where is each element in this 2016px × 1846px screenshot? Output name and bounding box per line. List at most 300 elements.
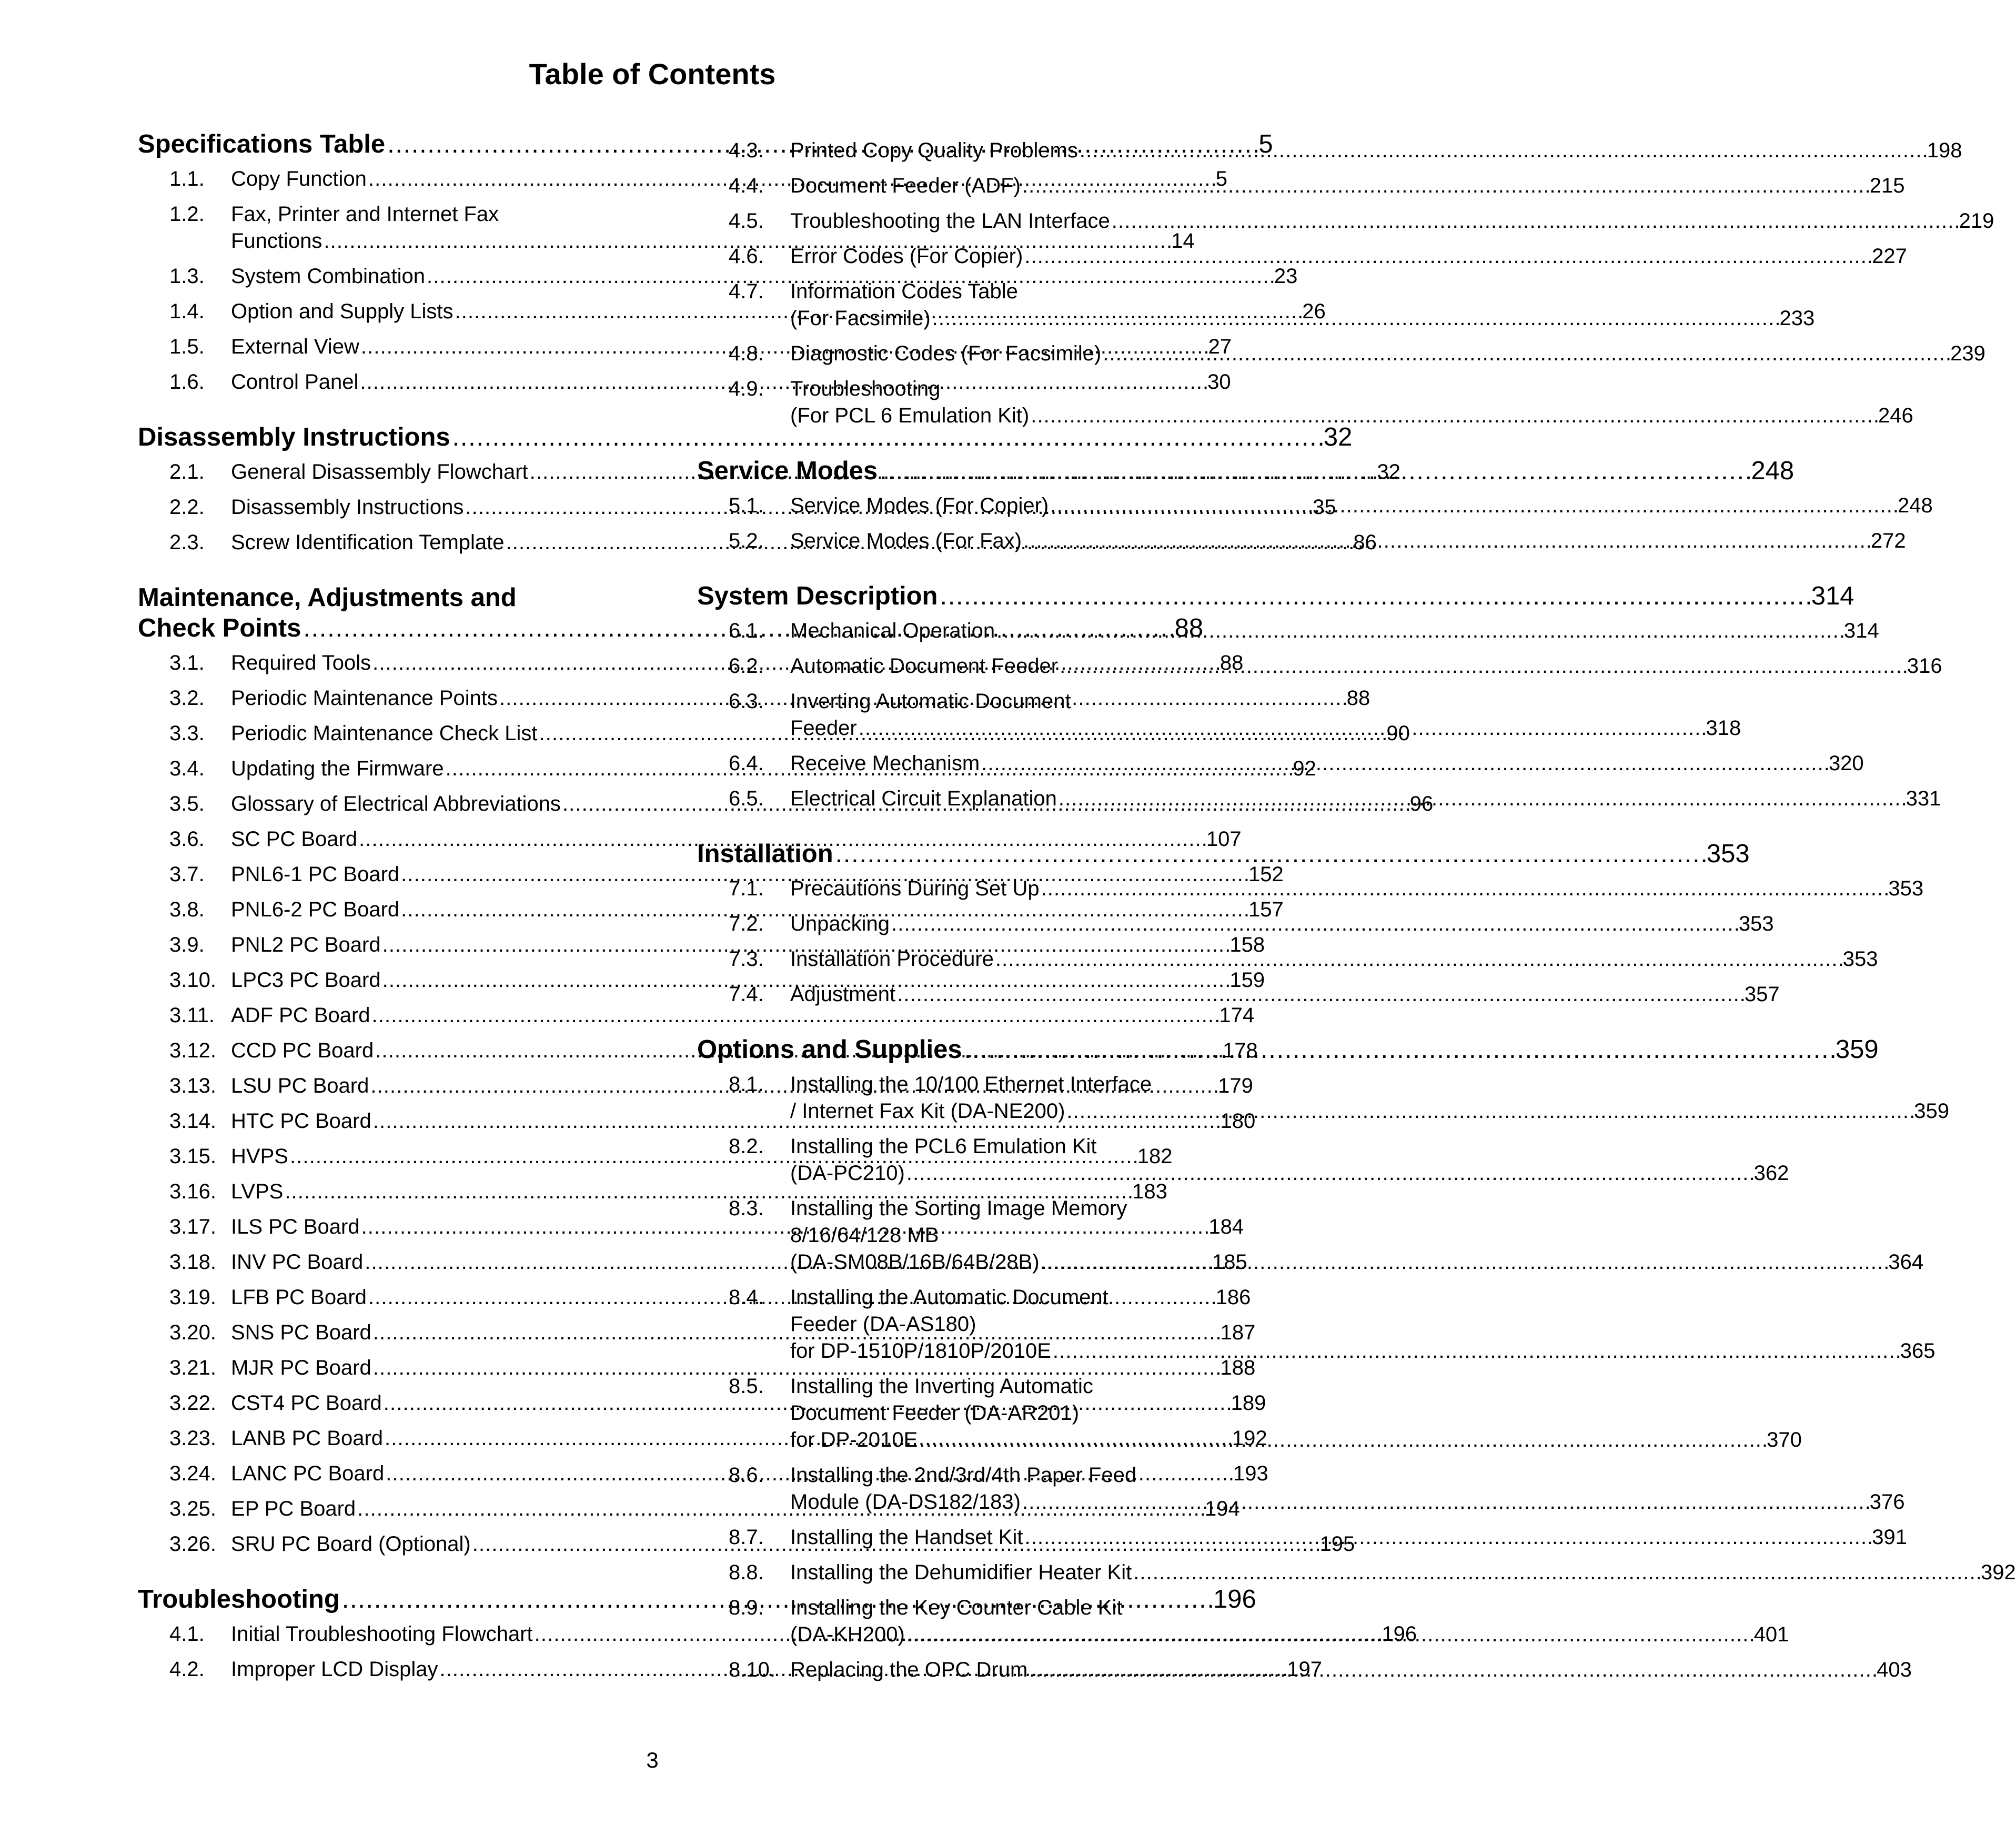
entry-title: Updating the Firmware [231, 757, 444, 780]
entry-body [790, 278, 1815, 332]
toc-entry[interactable] [697, 243, 1907, 270]
entry-number: 4.5. [729, 209, 764, 233]
entry-last-line [790, 785, 1941, 812]
entry-number: 3.18. [169, 1250, 216, 1274]
entry-page-number: 353 [1738, 912, 1774, 935]
entry-page-number: 318 [1706, 717, 1741, 740]
entry-last-line [790, 946, 1878, 973]
entry-page-number: 239 [1950, 342, 1985, 365]
dot-leader [1103, 340, 1949, 367]
entry-title: Precautions During Set Up [790, 877, 1040, 900]
entry-title: External View [231, 335, 359, 358]
entry-title: PNL6-2 PC Board [231, 898, 400, 921]
entry-page-number: 23 [1274, 265, 1298, 288]
entry-last-line [790, 528, 1906, 554]
entry-title: MJR PC Board [231, 1356, 371, 1379]
entry-page-number: 88 [1219, 651, 1244, 674]
toc-entry[interactable] [138, 1178, 1167, 1205]
entry-last-line [790, 1524, 1907, 1551]
toc-entry[interactable] [697, 946, 1878, 973]
entry-last-line [790, 340, 1985, 367]
section-heading-text: Troubleshooting [138, 1585, 340, 1613]
entry-page-number: 107 [1206, 828, 1242, 851]
toc-entry[interactable] [138, 861, 1284, 888]
entry-title: SNS PC Board [231, 1321, 371, 1344]
entry-title: Service Modes (For Copier) [790, 494, 1049, 517]
entry-number: 2.2. [169, 496, 205, 519]
entry-page-number: 180 [1220, 1109, 1256, 1133]
entry-body [790, 1595, 1789, 1648]
entry-body [790, 340, 1985, 367]
entry-title-line: Installing the PCL6 Emulation Kit [790, 1135, 1097, 1158]
entry-page-number: 198 [1927, 139, 1962, 162]
dot-leader [906, 1160, 1752, 1187]
entry-last-line [790, 305, 1815, 332]
entry-title: (DA-PC210) [790, 1162, 905, 1185]
entry-last-line [790, 137, 1962, 164]
entry-title: Disassembly Instructions [231, 496, 464, 519]
entry-body [790, 653, 1942, 680]
section-heading-text: System Description [697, 582, 938, 610]
section-heading-text: Service Modes [697, 457, 878, 485]
entry-number: 4.4. [729, 174, 764, 197]
entry-page-number: 32 [1377, 460, 1400, 483]
entry-body [790, 1373, 1802, 1454]
entry-number: 3.14. [169, 1109, 216, 1133]
entry-number: 3.22. [169, 1391, 216, 1415]
entry-number: 4.7. [729, 280, 764, 303]
dot-leader [1041, 1249, 1887, 1276]
entry-page-number: 184 [1208, 1215, 1244, 1238]
entry-number: 3.1. [169, 651, 205, 674]
entry-title: PNL6-1 PC Board [231, 863, 400, 886]
dot-leader [981, 750, 1827, 777]
entry-last-line [790, 653, 1942, 680]
entry-title: Service Modes (For Fax) [790, 529, 1022, 552]
entry-body [790, 1071, 1949, 1125]
entry-title: Printed Copy Quality Problems [790, 139, 1078, 162]
entry-title-line: Troubleshooting [790, 377, 941, 400]
entry-title: LFB PC Board [231, 1286, 367, 1309]
dot-leader [940, 581, 1809, 611]
entry-number: 1.4. [169, 300, 205, 323]
entry-page-number: 195 [1319, 1532, 1355, 1556]
entry-last-line [790, 1427, 1802, 1454]
entry-number: 3.6. [169, 828, 205, 851]
entry-title: System Combination [231, 265, 426, 288]
entry-number: 6.3. [729, 690, 764, 713]
entry-number: 8.3. [729, 1197, 764, 1220]
entry-number: 4.1. [169, 1622, 205, 1646]
entry-number: 4.8. [729, 342, 764, 365]
entry-title: / Internet Fax Kit (DA-NE200) [790, 1099, 1065, 1123]
entry-title: (For Facsimile) [790, 307, 931, 330]
entry-title-line: Information Codes Table [790, 280, 1018, 303]
entry-title-line: Document Feeder (DA-AR201) [790, 1401, 1080, 1425]
dot-leader [1059, 785, 1904, 812]
entry-number: 4.3. [729, 139, 764, 162]
entry-title: Automatic Document Feeder [790, 654, 1059, 678]
entry-title-line: Inverting Automatic Document [790, 690, 1071, 713]
entry-page-number: 35 [1313, 496, 1336, 519]
entry-page-number: 159 [1229, 969, 1265, 992]
entry-page-number: 5 [1215, 167, 1227, 190]
section-page-number: 88 [1174, 614, 1204, 642]
entry-title: INV PC Board [231, 1250, 364, 1274]
dot-leader [1050, 492, 1896, 519]
entry-page-number: 392 [1981, 1561, 2016, 1584]
entry-title: (DA-KH200) [790, 1623, 905, 1646]
entry-body [790, 528, 1906, 554]
dot-leader [995, 946, 1841, 973]
entry-body [790, 750, 1864, 777]
entry-title: (For PCL 6 Emulation Kit) [790, 404, 1030, 427]
entry-title: Electrical Circuit Explanation [790, 787, 1057, 810]
entry-page-number: 182 [1137, 1145, 1173, 1168]
entry-title: Troubleshooting the LAN Interface [790, 209, 1110, 233]
entry-title: Periodic Maintenance Check List [231, 722, 538, 745]
entry-title-line: Installing the 2nd/3rd/4th Paper Feed [790, 1464, 1137, 1487]
section-heading-text: Maintenance, Adjustments and [138, 583, 517, 612]
entry-title: Screw Identification Template [231, 531, 505, 554]
entry-title-line: Fax, Printer and Internet Fax [231, 203, 499, 226]
entry-number: 2.1. [169, 460, 205, 483]
dot-leader [1024, 243, 1870, 270]
entry-title: EP PC Board [231, 1497, 356, 1520]
entry-last-line [790, 1489, 1905, 1516]
section-heading[interactable] [697, 581, 1854, 611]
entry-title: Document Feeder (ADF) [790, 174, 1021, 197]
entry-title: ADF PC Board [231, 1004, 370, 1027]
section-page-number: 353 [1706, 840, 1750, 868]
entry-title: SRU PC Board (Optional) [231, 1532, 471, 1556]
entry-title: LPC3 PC Board [231, 969, 381, 992]
dot-leader [1022, 1489, 1868, 1516]
entry-number: 3.13. [169, 1074, 216, 1097]
toc-entry[interactable] [697, 137, 1962, 164]
entry-body [790, 875, 1923, 902]
entry-number: 7.4. [729, 983, 764, 1006]
entry-number: 8.8. [729, 1561, 764, 1584]
entry-page-number: 196 [1382, 1622, 1417, 1646]
entry-last-line [790, 208, 1994, 235]
entry-last-line [790, 1160, 1789, 1187]
entry-title-line: Installing the Key Counter Cable Kit [790, 1596, 1123, 1619]
entry-body [790, 137, 1962, 164]
dot-leader [964, 1034, 1833, 1065]
entry-title: Control Panel [231, 370, 359, 394]
dot-leader [919, 1427, 1765, 1454]
entry-number: 3.3. [169, 722, 205, 745]
entry-number: 4.2. [169, 1658, 205, 1681]
toc-entry[interactable] [697, 911, 1774, 937]
entry-page-number: 186 [1215, 1286, 1251, 1309]
entry-number: 6.4. [729, 752, 764, 775]
entry-number: 4.6. [729, 245, 764, 268]
toc-entry[interactable] [138, 826, 1242, 853]
entry-last-line [790, 1657, 1912, 1683]
entry-page-number: 90 [1386, 722, 1410, 745]
entry-page-number: 246 [1878, 404, 1913, 427]
toc-entry[interactable] [697, 1133, 1789, 1187]
page-number: 3 [646, 1748, 659, 1772]
entry-number: 3.23. [169, 1427, 216, 1450]
section-page-number: 359 [1835, 1035, 1879, 1064]
dot-leader [897, 981, 1743, 1008]
entry-number: 1.5. [169, 335, 205, 358]
entry-page-number: 92 [1293, 757, 1316, 780]
entry-number: 3.9. [169, 933, 205, 956]
entry-number: 6.2. [729, 654, 764, 678]
entry-title: Replacing the OPC Drum [790, 1658, 1028, 1681]
entry-title: ILS PC Board [231, 1215, 360, 1238]
entry-number: 8.5. [729, 1375, 764, 1398]
entry-title: (DA-SM08B/16B/64B/28B) [790, 1250, 1040, 1274]
entry-title: Periodic Maintenance Points [231, 687, 498, 710]
dot-leader [1041, 875, 1887, 902]
entry-last-line [790, 1249, 1923, 1276]
section-heading-text: Options and Supplies [697, 1035, 962, 1064]
entry-page-number: 233 [1779, 307, 1815, 330]
section-heading[interactable] [138, 422, 1353, 452]
entry-page-number: 401 [1753, 1623, 1789, 1646]
entry-title: PNL2 PC Board [231, 933, 381, 956]
entry-last-line [790, 243, 1907, 270]
entry-page-number: 178 [1223, 1039, 1258, 1062]
entry-body [790, 1462, 1905, 1516]
entry-title: Option and Supply Lists [231, 300, 453, 323]
entry-body [790, 946, 1878, 973]
entry-page-number: 189 [1231, 1391, 1266, 1415]
toc-entry[interactable] [138, 896, 1284, 923]
entry-number: 3.4. [169, 757, 205, 780]
entry-number: 1.2. [169, 203, 205, 226]
dot-leader [1022, 173, 1868, 199]
entry-title: Installation Procedure [790, 947, 994, 971]
entry-title: Glossary of Electrical Abbreviations [231, 792, 561, 815]
dot-leader [906, 1621, 1752, 1648]
entry-page-number: 188 [1220, 1356, 1256, 1379]
entry-title: Installing the Dehumidifier Heater Kit [790, 1561, 1132, 1584]
dot-leader [835, 839, 1705, 869]
toc-entry[interactable] [138, 1355, 1256, 1381]
entry-number: 8.7. [729, 1526, 764, 1549]
entry-number: 3.11. [169, 1004, 215, 1027]
section-page-number: 314 [1811, 582, 1854, 610]
entry-title: Improper LCD Display [231, 1658, 438, 1681]
entry-number: 3.21. [169, 1356, 216, 1379]
dot-leader [891, 911, 1737, 937]
entry-title: Required Tools [231, 651, 371, 674]
entry-last-line [790, 1559, 2016, 1586]
entry-number: 3.15. [169, 1145, 216, 1168]
entry-last-line [790, 1338, 1935, 1365]
entry-number: 8.6. [729, 1464, 764, 1487]
dot-leader [859, 715, 1705, 742]
entry-last-line [790, 173, 1904, 199]
entry-number: 8.10. [729, 1658, 775, 1681]
entry-number: 1.6. [169, 370, 205, 394]
section-heading-line[interactable] [138, 582, 646, 613]
entry-title-line: Installing the Sorting Image Memory [790, 1197, 1127, 1220]
entry-number: 8.4. [729, 1286, 764, 1309]
entry-last-line [790, 492, 1933, 519]
entry-page-number: 403 [1877, 1658, 1912, 1681]
entry-page-number: 192 [1232, 1427, 1267, 1450]
dot-leader [1053, 1338, 1899, 1365]
entry-last-line [790, 715, 1741, 742]
section-heading-text: Disassembly Instructions [138, 423, 450, 451]
toc-entry[interactable] [138, 967, 1265, 994]
entry-page-number: 194 [1204, 1497, 1240, 1520]
dot-leader [1060, 653, 1906, 680]
entry-number: 2.3. [169, 531, 205, 554]
entry-number: 7.2. [729, 912, 764, 935]
entry-body [790, 243, 1907, 270]
entry-page-number: 187 [1220, 1321, 1256, 1344]
entry-title: SC PC Board [231, 828, 358, 851]
entry-title: Diagnostic Codes (For Facsimile) [790, 342, 1102, 365]
entry-title-line: Installing the Automatic Document [790, 1286, 1108, 1309]
entry-page-number: 353 [1888, 877, 1924, 900]
page-title: Table of Contents [529, 57, 776, 90]
entry-page-number: 14 [1171, 229, 1195, 253]
entry-title: for DP-2010E [790, 1428, 918, 1451]
entry-title: Unpacking [790, 912, 890, 935]
dot-leader [996, 618, 1842, 644]
entry-last-line [790, 911, 1774, 937]
entry-body [790, 1195, 1923, 1276]
entry-page-number: 320 [1828, 752, 1864, 775]
dot-leader [1023, 528, 1869, 554]
entry-page-number: 158 [1229, 933, 1265, 956]
dot-leader [1133, 1559, 1979, 1586]
entry-number: 6.1. [729, 619, 764, 642]
entry-number: 8.9. [729, 1596, 764, 1619]
entry-last-line [790, 750, 1864, 777]
toc-entry[interactable] [697, 618, 1879, 644]
entry-body [790, 785, 1941, 812]
entry-page-number: 185 [1212, 1250, 1247, 1274]
entry-title: Copy Function [231, 167, 367, 190]
entry-title: Functions [231, 229, 322, 253]
entry-body [790, 911, 1774, 937]
entry-page-number: 219 [1959, 209, 1994, 233]
entry-last-line [790, 1098, 1949, 1125]
entry-title: Installing the Handset Kit [790, 1526, 1023, 1549]
entry-last-line [790, 402, 1913, 429]
entry-page-number: 365 [1900, 1339, 1936, 1363]
entry-number: 3.17. [169, 1215, 216, 1238]
entry-body [790, 376, 1913, 429]
entry-page-number: 316 [1907, 654, 1942, 678]
toc-entry[interactable] [138, 1002, 1255, 1029]
entry-page-number: 359 [1914, 1099, 1949, 1123]
toc-entry[interactable] [697, 1559, 2016, 1586]
entry-title: Feeder [790, 717, 857, 740]
section-heading-text: Installation [697, 840, 833, 868]
entry-number: 5.1. [729, 494, 764, 517]
entry-page-number: 215 [1869, 174, 1905, 197]
dot-leader [1024, 1524, 1870, 1551]
entry-title: for DP-1510P/1810P/2010E [790, 1339, 1051, 1363]
entry-page-number: 353 [1842, 947, 1878, 971]
entry-last-line [790, 875, 1923, 902]
entry-title: CCD PC Board [231, 1039, 374, 1062]
dot-leader [1112, 208, 1958, 235]
entry-title-line: 8/16/64/128 MB [790, 1224, 939, 1247]
dot-leader [1080, 137, 1926, 164]
entry-title: Error Codes (For Copier) [790, 245, 1023, 268]
entry-last-line [790, 618, 1879, 644]
entry-page-number: 391 [1872, 1526, 1908, 1549]
entry-page-number: 376 [1869, 1490, 1905, 1514]
entry-title: HTC PC Board [231, 1109, 371, 1133]
entry-page-number: 272 [1870, 529, 1906, 552]
entry-title: Mechanical Operation [790, 619, 995, 642]
entry-title-line: Installing the 10/100 Ethernet Interface [790, 1073, 1152, 1096]
entry-number: 3.24. [169, 1462, 216, 1485]
entry-number: 3.16. [169, 1180, 216, 1203]
entry-page-number: 152 [1248, 863, 1284, 886]
entry-body [790, 618, 1879, 644]
entry-title: LANC PC Board [231, 1462, 385, 1485]
entry-page-number: 193 [1233, 1462, 1268, 1485]
dot-leader [1031, 402, 1877, 429]
entry-page-number: 88 [1346, 687, 1370, 710]
toc-entry[interactable] [697, 173, 1905, 199]
entry-body [790, 208, 1994, 235]
section-page-number: 196 [1213, 1585, 1256, 1613]
entry-page-number: 179 [1218, 1074, 1253, 1097]
dot-leader [1066, 1098, 1912, 1125]
entry-title: General Disassembly Flowchart [231, 460, 528, 483]
entry-title-line: Installing the Inverting Automatic [790, 1375, 1093, 1398]
entry-body [790, 1524, 1907, 1551]
entry-last-line [790, 1621, 1789, 1648]
entry-number: 3.20. [169, 1321, 216, 1344]
entry-title: Adjustment [790, 983, 896, 1006]
section-page-number: 5 [1258, 130, 1273, 158]
entry-page-number: 227 [1872, 245, 1907, 268]
entry-page-number: 96 [1409, 792, 1434, 815]
entry-number: 3.26. [169, 1532, 216, 1556]
entry-page-number: 86 [1353, 531, 1377, 554]
entry-body [790, 1284, 1935, 1365]
entry-number: 3.7. [169, 863, 205, 886]
entry-number: 8.2. [729, 1135, 764, 1158]
dot-leader [932, 305, 1778, 332]
toc-entry[interactable] [697, 208, 1994, 235]
entry-page-number: 331 [1906, 787, 1941, 810]
entry-page-number: 26 [1302, 300, 1326, 323]
section-page-number: 248 [1751, 457, 1795, 485]
toc-entry[interactable] [697, 875, 1924, 902]
toc-entry[interactable] [138, 263, 1298, 290]
entry-number: 8.1. [729, 1073, 764, 1096]
entry-title: Receive Mechanism [790, 752, 980, 775]
entry-page-number: 27 [1208, 335, 1232, 358]
dot-leader [1029, 1657, 1875, 1683]
entry-number: 3.2. [169, 687, 205, 710]
entry-page-number: 314 [1843, 619, 1879, 642]
section-page-number: 32 [1323, 423, 1353, 451]
entry-number: 1.1. [169, 167, 205, 190]
dot-leader [880, 456, 1749, 486]
entry-number: 3.19. [169, 1286, 216, 1309]
entry-body [790, 492, 1933, 519]
toc-entry[interactable] [697, 981, 1780, 1008]
